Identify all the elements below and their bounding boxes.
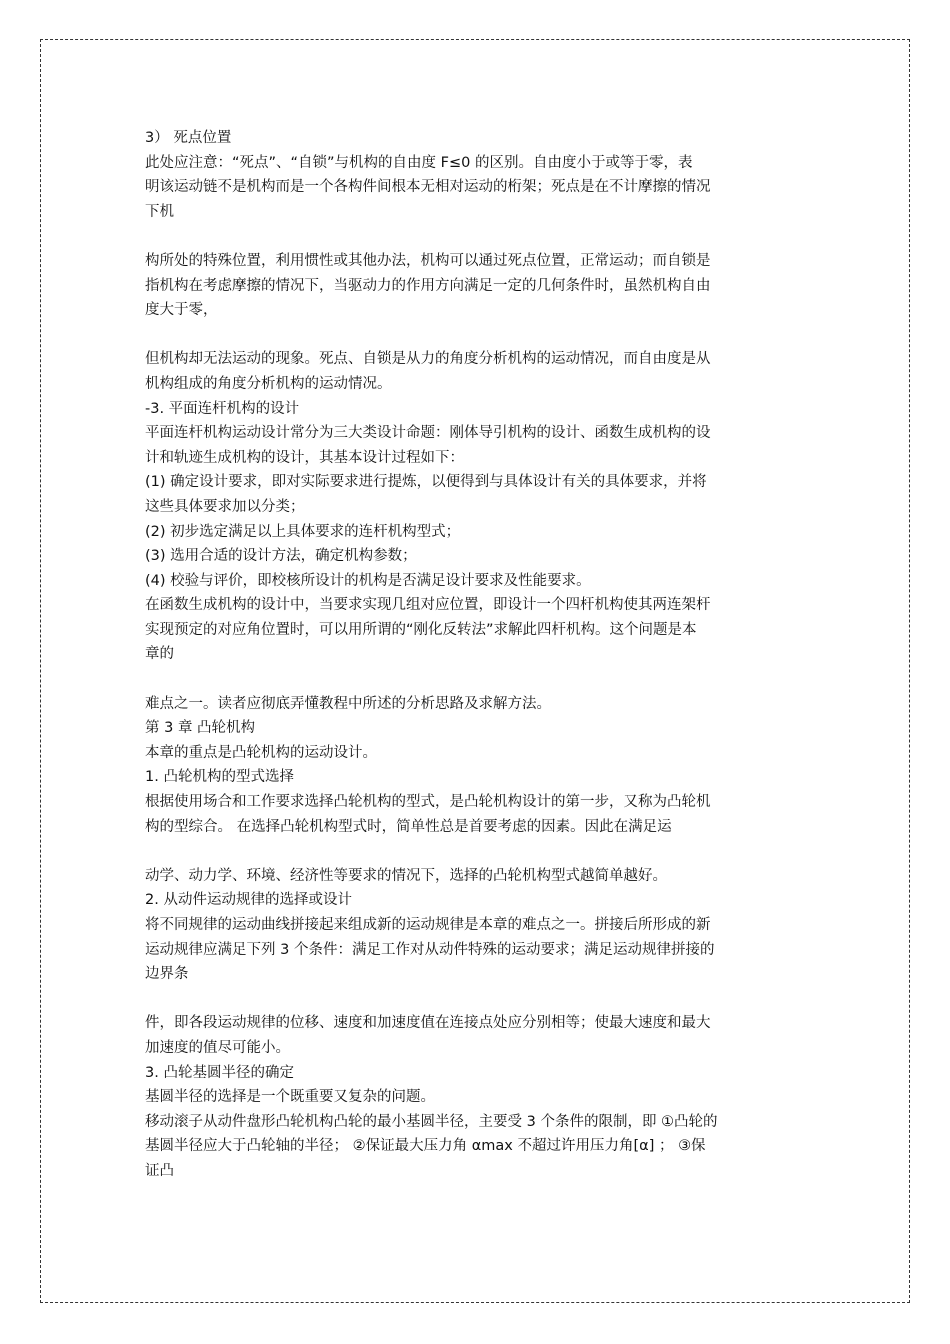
list-item: (2) 初步选定满足以上具体要求的连杆机构型式； bbox=[145, 523, 461, 540]
text-line: 本章的重点是凸轮机构的运动设计。 bbox=[145, 744, 377, 761]
text-line: 这些具体要求加以分类； bbox=[145, 498, 305, 515]
text-line: 加速度的值尽可能小。 bbox=[145, 1039, 290, 1056]
text-line: 件，即各段运动规律的位移、速度和加速度值在连接点处应分别相等；使最大速度和最大 bbox=[145, 1015, 711, 1032]
text-line: 平面连杆机构运动设计常分为三大类设计命题：刚体导引机构的设计、函数生成机构的设 bbox=[145, 425, 711, 442]
text-line: 移动滚子从动件盘形凸轮机构凸轮的最小基圆半径，主要受 3 个条件的限制，即 ①凸轮的 bbox=[145, 1113, 718, 1130]
paragraph-gap bbox=[145, 839, 810, 864]
list-item: (4) 校验与评价，即校核所设计的机构是否满足设计要求及性能要求。 bbox=[145, 572, 591, 589]
text-line: 指机构在考虑摩擦的情况下，当驱动力的作用方向满足一定的几何条件时，虽然机构自由 bbox=[145, 277, 711, 294]
text-line: 根据使用场合和工作要求选择凸轮机构的型式，是凸轮机构设计的第一步，又称为凸轮机 bbox=[145, 794, 711, 811]
text-line: 章的 bbox=[145, 646, 174, 663]
section-heading: 3. 凸轮基圆半径的确定 bbox=[145, 1064, 294, 1081]
text-line: 机构组成的角度分析机构的运动情况。 bbox=[145, 375, 392, 392]
text-line: 运动规律应满足下列 3 个条件：满足工作对从动件特殊的运动要求；满足运动规律拼接的 bbox=[145, 941, 715, 958]
text-line: 此处应注意：“死点”、“自锁”与机构的自由度 F≤0 的区别。自由度小于或等于零，表 bbox=[145, 154, 693, 171]
text-line: 构的型综合。 在选择凸轮机构型式时，简单性总是首要考虑的因素。因此在满足运 bbox=[145, 818, 672, 835]
document-body bbox=[145, 126, 810, 1184]
chapter-heading: 第 3 章 凸轮机构 bbox=[145, 720, 256, 737]
text-line: 边界条 bbox=[145, 966, 189, 983]
text-line: 明该运动链不是机构而是一个各构件间根本无相对运动的桁架；死点是在不计摩擦的情况 bbox=[145, 179, 711, 196]
text-line: 基圆半径的选择是一个既重要又复杂的问题。 bbox=[145, 1089, 435, 1106]
text-line: 3） 死点位置 bbox=[145, 130, 232, 146]
text-line: 证凸 bbox=[145, 1162, 174, 1179]
section-heading: 1. 凸轮机构的型式选择 bbox=[145, 769, 294, 786]
text-line: 将不同规律的运动曲线拼接起来组成新的运动规律是本章的难点之一。拼接后所形成的新 bbox=[145, 917, 711, 933]
paragraph-gap bbox=[145, 224, 810, 249]
list-item: (3) 选用合适的设计方法，确定机构参数； bbox=[145, 548, 417, 565]
list-item: (1) 确定设计要求，即对实际要求进行提炼，以便得到与具体设计有关的具体要求，并将 bbox=[145, 474, 707, 491]
text-line: 难点之一。读者应彻底弄懂教程中所述的分析思路及求解方法。 bbox=[145, 695, 551, 712]
text-line: 构所处的特殊位置，利用惯性或其他办法，机构可以通过死点位置，正常运动；而自锁是 bbox=[145, 252, 711, 269]
paragraph-gap bbox=[145, 987, 810, 1012]
text-line: 计和轨迹生成机构的设计，其基本设计过程如下： bbox=[145, 449, 464, 466]
text-line: 但机构却无法运动的现象。死点、自锁是从力的角度分析机构的运动情况，而自由度是从 bbox=[145, 351, 711, 368]
paragraph-gap bbox=[145, 323, 810, 348]
text-line: 动学、动力学、环境、经济性等要求的情况下，选择的凸轮机构型式越简单越好。 bbox=[145, 867, 667, 884]
text-line: 基圆半径应大于凸轮轴的半径； ②保证最大压力角 αmax 不超过许用压力角[α] ； ③保 bbox=[145, 1138, 706, 1155]
text-line: 度大于零， bbox=[145, 302, 218, 319]
paragraph-gap bbox=[145, 667, 810, 692]
section-heading: 2. 从动件运动规律的选择或设计 bbox=[145, 892, 352, 909]
text-line: 实现预定的对应角位置时，可以用所谓的“刚化反转法”求解此四杆机构。这个问题是本 bbox=[145, 621, 697, 638]
text-line: 在函数生成机构的设计中，当要求实现几组对应位置，即设计一个四杆机构使其两连架杆 bbox=[145, 597, 711, 614]
text-line: 下机 bbox=[145, 203, 174, 220]
section-heading: -3. 平面连杆机构的设计 bbox=[145, 400, 300, 417]
